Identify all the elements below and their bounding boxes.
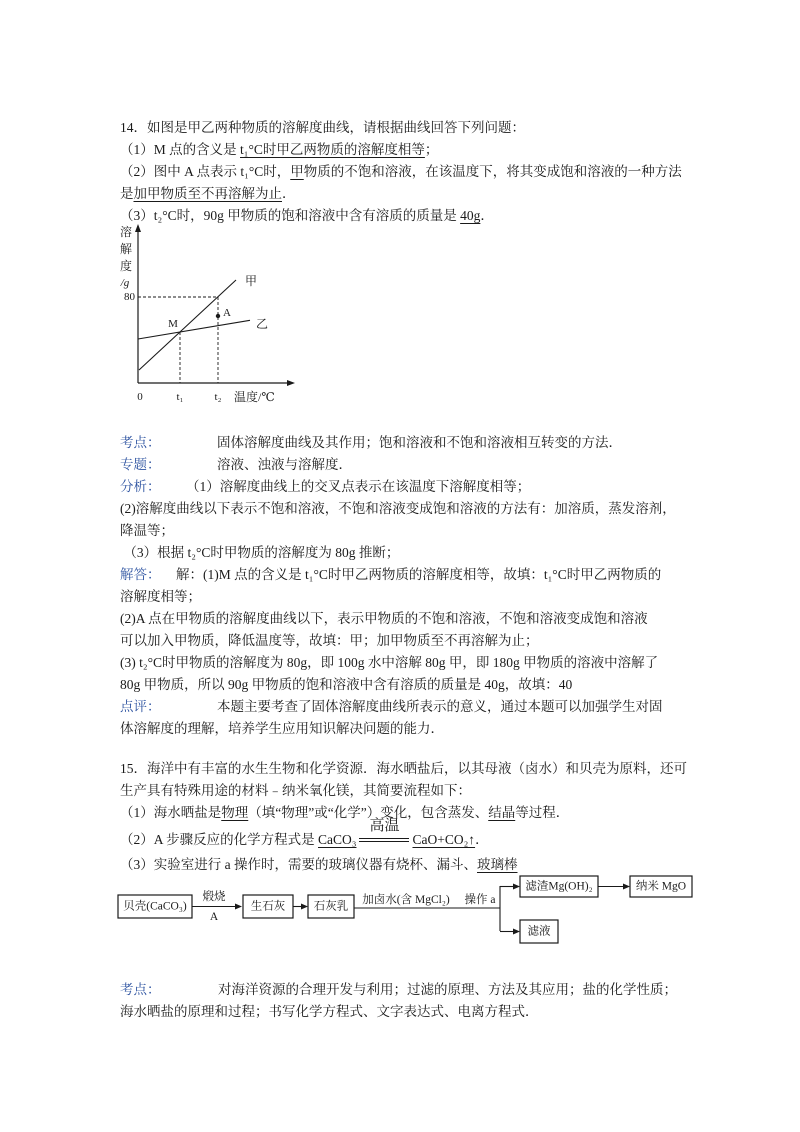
flow-lime-milk-label: 石灰乳 [313,900,349,913]
equation-reactant: CaCO₃ [318,832,357,847]
x-tick-t1: t₁ [176,391,184,403]
flow-arrow-calcine-head [235,904,242,910]
q14-part3-answer: 40g [460,208,481,223]
q14-jieda-line-2: 溶解度相等； [120,589,201,604]
y-tick-80: 80 [124,291,135,303]
flow-arrow-to-mgo-head [623,884,630,890]
equation-condition-text: 高温 [369,816,400,834]
curve-jia-label: 甲 [245,274,258,288]
q14-kaodian-text: 固体溶解度曲线及其作用；饱和溶液和不饱和溶液相互转变的方法． [217,435,622,450]
solubility-curve-figure [110,220,300,410]
q15-part2-suffix: ． [475,832,489,847]
point-a-dot [216,314,220,318]
process-flow-diagram [115,870,705,950]
q14-kaodian-label: 考点： [120,435,161,450]
x-axis-arrow [287,380,295,386]
q14-jieda-line-1: 解：(1)M 点的含义是 t₁°C时甲乙两物质的溶解度相等，故填：t₁°C时甲乙两物质的 [176,567,662,582]
q14-part2-text: 物质的不饱和溶液，在该温度下，将其变成饱和溶液的一种方法 [303,164,682,179]
curve-yi [138,320,250,339]
curve-yi-label: 乙 [256,317,269,331]
x-tick-t2: t₂ [214,391,222,403]
q14-part2-answer1: 甲 [290,164,304,179]
y-label-char-3: 度 [119,259,133,273]
q14-zhuanti-label: 专题： [120,457,161,472]
q14-part2 [120,163,682,181]
q14-dianping-label: 点评： [120,699,161,714]
q15-part2-prefix: （2）A 步骤反应的化学方程式是 [120,832,319,847]
q14-jieda-line-4: 可以加入甲物质，降低温度等，故填：甲；加甲物质至不再溶解为止； [120,633,539,648]
q14-part1-prefix: （1）M 点的含义是 [120,142,241,157]
q14-fenxi-line-2: (2)溶解度曲线以下表示不饱和溶液，不饱和溶液变成饱和溶液的方法有：加溶质，蒸发溶剂， [120,501,676,516]
flow-branch-bottom-head [513,929,520,935]
q14-fenxi-line-3: 降温等； [120,523,174,538]
q15-part1-answer2: 结晶 [488,805,516,820]
q14-fenxi-line-1: （1）溶解度曲线上的交叉点表示在该温度下溶解度相等； [186,479,531,494]
q14-part1 [120,141,438,159]
q14-fenxi-label: 分析： [120,479,161,494]
y-axis-arrow [135,224,141,232]
equation-condition [356,816,412,849]
flow-step-a-top: 煅烧 [202,891,226,903]
q14-dianping-line-1: 本题主要考查了固体溶解度曲线所表示的意义，通过本题可以加强学生对固 [217,699,663,714]
q15-part3-answer: 玻璃棒 [477,857,518,872]
q15-part1-answer1: 物理 [221,805,249,820]
q15-stem-line-2: 生产具有特殊用途的材料﹣纳米氧化镁，其简要流程如下： [120,783,471,798]
q14-dianping-line-2: 体溶解度的理解，培养学生应用知识解决问题的能力． [120,721,444,736]
q14-jieda-line-3: (2)A 点在甲物质的溶解度曲线以下，表示甲物质的不饱和溶液，不饱和溶液变成饱和溶液 [120,611,648,626]
q14-part3-suffix: ． [480,208,494,223]
equation-equals-line [359,838,409,842]
q14-part1-answer: t₁°C时甲乙两物质的溶解度相等 [240,142,425,157]
x-origin-label: 0 [137,391,143,403]
q15-part1-text: （填“物理”或“化学”）变化，包含蒸发、 [248,805,489,820]
q15-part1 [120,804,569,822]
q14-part2-continued [120,185,296,203]
y-label-unit: /g [120,277,130,289]
q15-kaodian-line-2: 海水晒盐的原理和过程；书写化学方程式、文字表达式、电离方程式． [120,1004,539,1019]
q14-jieda-line-5: (3) t₂°C时甲物质的溶解度为 80g，即 100g 水中溶解 80g 甲，即 180g 甲物质的溶液中溶解了 [120,655,659,670]
q14-stem: 14．如图是甲乙两种物质的溶解度曲线，请根据曲线回答下列问题： [120,120,525,135]
q15-kaodian-label: 考点： [120,982,161,997]
flow-quicklime-label: 生石灰 [250,900,286,913]
q15-part2-equation [120,816,489,849]
q14-jieda-label: 解答： [120,567,161,582]
flow-residue-label: 滤渣Mg(OH)₂ [525,880,593,893]
point-a-label: A [223,307,231,319]
x-axis-label: 温度/℃ [234,390,275,404]
y-label-char-1: 溶 [119,225,133,239]
q14-part2-cont-prefix: 是 [120,186,134,201]
equation-product: CaO+CO₂↑ [412,832,476,847]
q14-zhuanti-text: 溶液、浊液与溶解度． [217,457,352,472]
flow-add-brine-label: 加卤水(含 MgCl₂) [362,894,450,906]
flow-arrow-slake-head [301,904,308,910]
q15-part1-prefix: （1）海水晒盐是 [120,805,222,820]
q14-part2-suffix: ． [282,186,296,201]
y-label-char-2: 解 [119,242,133,256]
flow-step-a-bottom: A [209,911,219,923]
q15-kaodian-line-1: 对海洋资源的合理开发与利用；过滤的原理、方法及其应用；盐的化学性质； [218,982,677,997]
flow-branch-top-head [513,884,520,890]
flow-operation-a-label: 操作 a [464,894,496,906]
q14-part3-prefix: （3）t₂°C时，90g 甲物质的饱和溶液中含有溶质的质量是 [120,208,461,223]
q15-part1-suffix: 等过程． [515,805,570,820]
q14-jieda-line-6: 80g 甲物质，所以 90g 甲物质的饱和溶液中含有溶质的质量是 40g，故填：40 [120,677,573,692]
q15-stem-line-1: 15．海洋中有丰富的水生生物和化学资源．海水晒盐后，以其母液（卤水）和贝壳为原料，还可 [120,761,687,776]
point-m-label: M [168,318,178,330]
q14-part2-answer2: 加甲物质至不再溶解为止 [133,186,282,201]
q14-fenxi-line-4: （3）根据 t₂°C时甲物质的溶解度为 80g 推断； [120,545,400,560]
flow-filtrate-label: 滤液 [527,925,551,938]
flow-nano-mgo-label: 纳米 MgO [635,880,687,893]
q14-part2-prefix: （2）图中 A 点表示 t₁°C时， [120,164,291,179]
flow-shell-label: 贝壳(CaCO₃) [123,900,187,913]
q14-part1-suffix: ； [424,142,439,157]
q15-part3-prefix: （3）实验室进行 a 操作时，需要的玻璃仪器有烧杯、漏斗、 [120,857,477,872]
